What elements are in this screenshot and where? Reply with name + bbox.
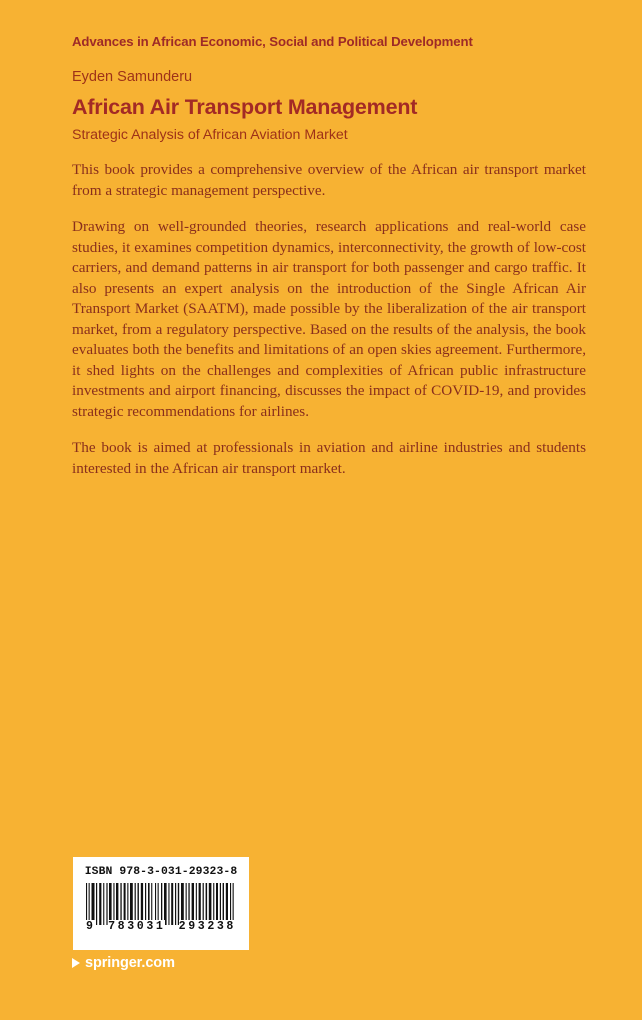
barcode-digit-group-left: 783031 [108, 920, 166, 933]
blurb-paragraph: The book is aimed at professionals in aviation and airline industries and students interested in the African air transport market. [72, 439, 586, 477]
barcode-digit-group-right: 293238 [178, 920, 236, 933]
series-title: Advances in African Economic, Social and Political Development [72, 34, 473, 49]
book-subtitle: Strategic Analysis of African Aviation Market [72, 126, 348, 143]
play-triangle-icon [72, 958, 80, 968]
author-name: Eyden Samunderu [72, 68, 193, 85]
isbn-number-label: ISBN 978-3-031-29323-8 [84, 866, 238, 878]
springer-wordmark: springer.com [85, 955, 175, 971]
springer-logo[interactable] [72, 956, 175, 971]
page-title: African Air Transport Management [72, 94, 418, 119]
isbn-barcode [73, 857, 249, 950]
barcode-digit-lead: 9 [86, 920, 93, 933]
blurb-paragraph: This book provides a comprehensive overview of the African air transport market from a strategic management perspective. [72, 161, 586, 199]
barcode-human-readable [85, 920, 237, 933]
blurb-paragraph: Drawing on well-grounded theories, research applications and real-world case studies, it examines competition dynamics, interconnectivity, the growth of low-cost carriers, and demand patterns in air transport for both passenger and cargo traffic. It also presents an expert analysis on the introduction of the Single African Air Transport Market (SAATM), made possible by the liberalization of the air transport market, from a regulatory perspective. Based on the results of the analysis, the book evaluates both the benefits and limitations of an open skies agreement. Furthermore, it shed lights on the challenges and complexities of African public infrastructure investments and airport financing, discusses the impact of COVID-19, and provides strategic recommendations for airlines. [72, 218, 586, 420]
cover-header [72, 34, 586, 144]
blurb-body [72, 160, 586, 479]
